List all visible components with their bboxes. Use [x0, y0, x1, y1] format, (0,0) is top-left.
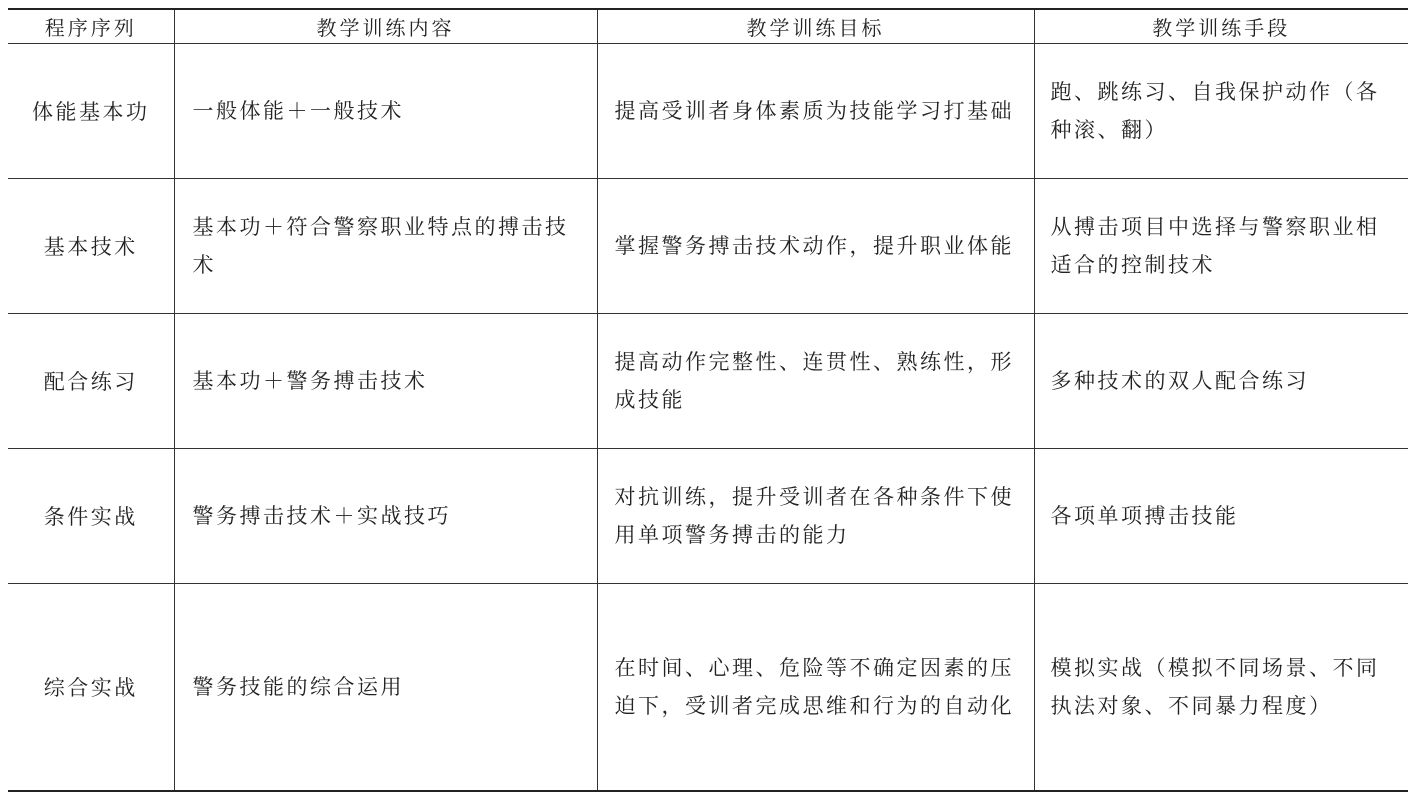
cell-content: 基本功＋符合警察职业特点的搏击技术	[174, 178, 597, 313]
cell-content: 基本功＋警务搏击技术	[174, 313, 597, 448]
cell-content: 警务技能的综合运用	[174, 583, 597, 791]
table-row	[8, 583, 1408, 791]
table-row	[8, 43, 1408, 178]
cell-goal: 对抗训练，提升受训者在各种条件下使用单项警务搏击的能力	[597, 448, 1034, 583]
cell-method: 从搏击项目中选择与警察职业相适合的控制技术	[1034, 178, 1408, 313]
cell-method: 各项单项搏击技能	[1034, 448, 1408, 583]
header-sequence: 程序序列	[8, 9, 174, 43]
cell-goal: 提高受训者身体素质为技能学习打基础	[597, 43, 1034, 178]
header-goal: 教学训练目标	[597, 9, 1034, 43]
training-table-container	[8, 8, 1408, 792]
cell-goal: 提高动作完整性、连贯性、熟练性，形成技能	[597, 313, 1034, 448]
cell-content: 警务搏击技术＋实战技巧	[174, 448, 597, 583]
header-method: 教学训练手段	[1034, 9, 1408, 43]
cell-sequence: 体能基本功	[8, 43, 174, 178]
cell-method: 跑、跳练习、自我保护动作（各种滚、翻）	[1034, 43, 1408, 178]
cell-goal: 在时间、心理、危险等不确定因素的压迫下，受训者完成思维和行为的自动化	[597, 583, 1034, 791]
cell-goal: 掌握警务搏击技术动作，提升职业体能	[597, 178, 1034, 313]
cell-content: 一般体能＋一般技术	[174, 43, 597, 178]
cell-sequence: 基本技术	[8, 178, 174, 313]
cell-sequence: 条件实战	[8, 448, 174, 583]
cell-method: 模拟实战（模拟不同场景、不同执法对象、不同暴力程度）	[1034, 583, 1408, 791]
header-content: 教学训练内容	[174, 9, 597, 43]
cell-sequence: 综合实战	[8, 583, 174, 791]
cell-method: 多种技术的双人配合练习	[1034, 313, 1408, 448]
training-program-table	[8, 8, 1408, 792]
table-header-row	[8, 9, 1408, 43]
table-row	[8, 313, 1408, 448]
table-row	[8, 178, 1408, 313]
table-row	[8, 448, 1408, 583]
cell-sequence: 配合练习	[8, 313, 174, 448]
